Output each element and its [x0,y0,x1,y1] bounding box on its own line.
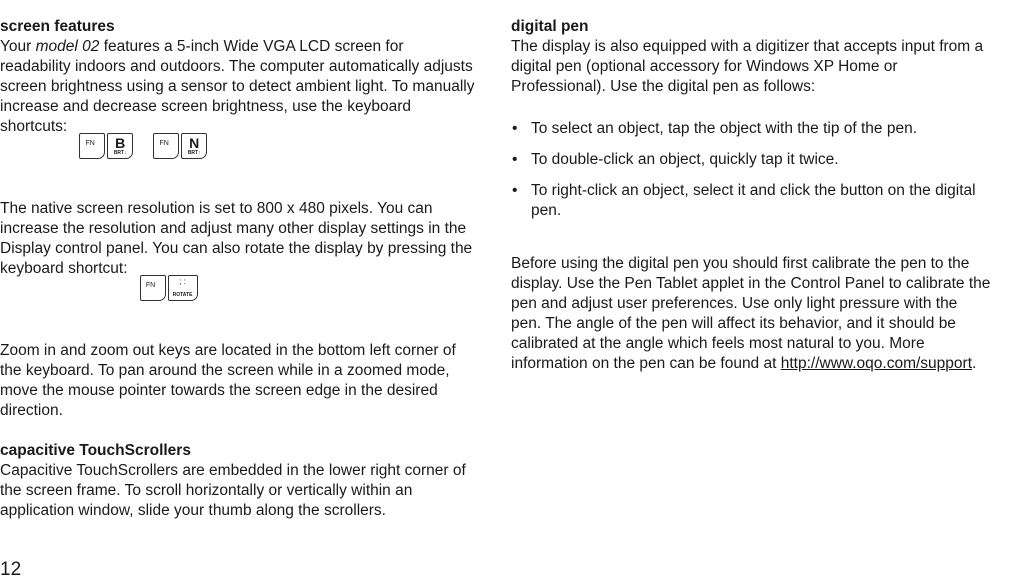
model-name: model 02 [35,38,100,55]
digital-pen-heading: digital pen [511,18,589,35]
touchscrollers-paragraph: Capacitive TouchScrollers are embedded in the lower right corner of the screen frame. To scroll horizontally or vertically within an application window, slide your thumb along the scrollers. [0,462,466,519]
p1-rest: features a 5-inch Wide VGA LCD screen for readability indoors and outdoors. The computer automatically adjusts screen brightness using a sensor to detect ambient light. To manually increase and decrease screen brightness, use the keyboard shortcuts: [0,38,475,135]
screen-features-paragraph-3: Zoom in and zoom out keys are located in the bottom left corner of the keyboard. To pan around the screen while in a zoomed mode, move the mouse pointer towards the screen edge in the desired direction. [0,342,456,419]
p1-prefix: Your [0,38,36,55]
digital-pen-section [511,17,991,374]
list-item: • To right-click an object, select it and click the button on the digital pen. [511,181,991,221]
fn-key-icon: FN [140,275,166,301]
fn-key-icon: FN [153,133,179,159]
digital-pen-paragraph-2: Before using the digital pen you should first calibrate the pen to the display. Use the Pen Tablet applet in the Control Panel to calibrate the pen and adjust user preferences. Use only light pressure with the pen. The angle of the pen will affect its behavior, and it should be calibrated at the angle which feels most natural to you. More information on the pen can be found at http://www.oqo.com/support. [511,255,991,372]
list-item: • To select an object, tap the object with the tip of the pen. [511,119,991,139]
left-column [0,17,478,521]
b-key-icon: B BRT↓ [107,133,133,159]
n-key-icon: N BRT↑ [181,133,207,159]
touchscrollers-heading: capacitive TouchScrollers [0,442,191,459]
screen-features-heading: screen features [0,18,115,35]
list-item: • To double-click an object, quickly tap it twice. [511,150,991,170]
support-link[interactable]: http://www.oqo.com/support [780,355,972,372]
rotate-shortcut [140,275,200,301]
screen-features-section [0,17,478,421]
touchscrollers-section [0,441,478,521]
brightness-shortcuts [79,133,209,159]
rotate-key-icon: ; : ROTATE [168,275,198,301]
page-number: 12 [0,559,22,580]
pen-usage-list [511,119,991,221]
fn-key-icon: FN [79,133,105,159]
right-column [511,17,991,374]
screen-features-paragraph-2: The native screen resolution is set to 800 x 480 pixels. You can increase the resolution and adjust many other display settings in the Display control panel. You can also rotate the display by pressing the keyboard shortcut: FN ; : ROTATE [0,199,478,301]
digital-pen-paragraph-1: The display is also equipped with a digitizer that accepts input from a digital pen (optional accessory for Windows XP Home or Professional). Use the digital pen as follows: [511,38,984,95]
screen-features-paragraph-1 [0,37,478,159]
